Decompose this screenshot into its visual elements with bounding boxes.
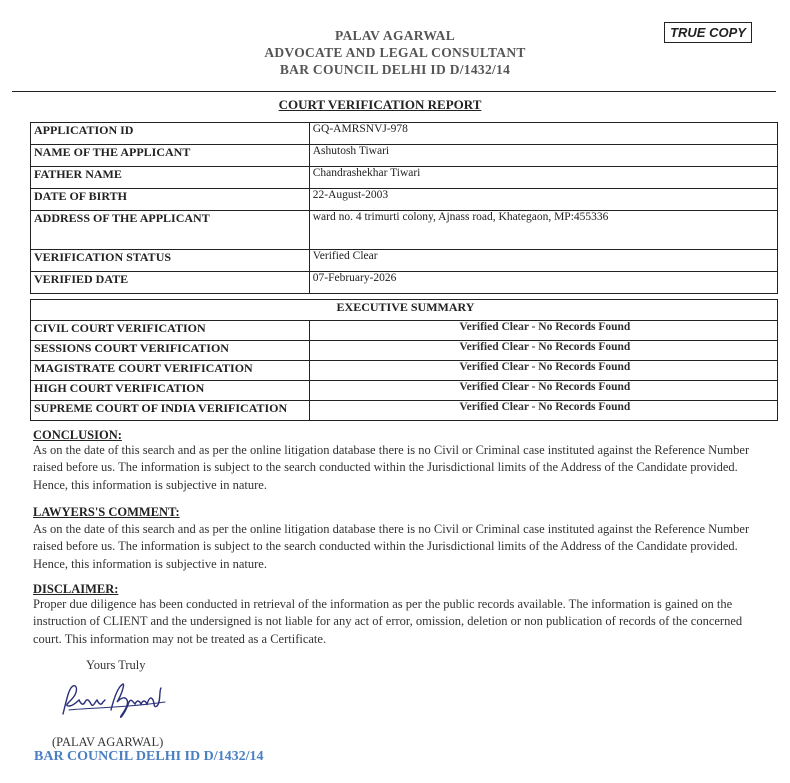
table-row <box>31 123 778 145</box>
lawyers-comment-heading: LAWYERS'S COMMENT: <box>33 505 180 519</box>
disclaimer-text: Proper due diligence has been conducted in retrieval of the information as per the public records available. The information is gained on the instruction of CLIENT and the undersigned is not liable for any act of error, omission, deletion or non publication of records of the concerned court. This information may not be treated as a Certificate. <box>33 597 743 646</box>
signatory-name: (PALAV AGARWAL) <box>52 735 164 749</box>
signatory-bar-id: BAR COUNCIL DELHI ID D/1432/14 <box>34 749 264 764</box>
row-label: MAGISTRATE COURT VERIFICATION <box>31 361 310 381</box>
table-row <box>31 211 778 250</box>
advocate-name: PALAV AGARWAL <box>334 28 456 43</box>
row-label: HIGH COURT VERIFICATION <box>31 381 310 401</box>
row-value: Verified Clear - No Records Found <box>309 361 777 381</box>
table-row <box>31 341 778 361</box>
row-label: ADDRESS OF THE APPLICANT <box>31 211 310 250</box>
conclusion-heading: CONCLUSION: <box>33 428 122 442</box>
row-label: SUPREME COURT OF INDIA VERIFICATION <box>31 401 310 421</box>
applicant-table <box>30 122 778 294</box>
table-row <box>31 381 778 401</box>
table-row <box>31 250 778 272</box>
table-row <box>31 145 778 167</box>
table-row <box>31 167 778 189</box>
signature-image <box>55 680 175 722</box>
lawyers-comment-text: As on the date of this search and as per the online litigation database there is no Civil or Criminal case instituted against the Reference Number raised before us. The information is subject to the search conducted within the Jurisdictional limits of the Address of the Candidate provided. Hence, this information is subjective in nature. <box>33 522 750 571</box>
row-label: CIVIL COURT VERIFICATION <box>31 321 310 341</box>
table-row <box>31 272 778 294</box>
disclaimer-heading: DISCLAIMER: <box>33 582 119 596</box>
row-value: GQ-AMRSNVJ-978 <box>309 123 777 145</box>
header-bar-id: BAR COUNCIL DELHI ID D/1432/14 <box>279 62 511 77</box>
table-row <box>31 189 778 211</box>
conclusion-text: As on the date of this search and as per the online litigation database there is no Civil or Criminal case instituted against the Reference Number raised before us. The information is subject to the search conducted within the Jurisdictional limits of the Address of the Candidate provided. Hence, this information is subjective in nature. <box>33 443 750 492</box>
row-value: Verified Clear - No Records Found <box>309 401 777 421</box>
row-value: Verified Clear - No Records Found <box>309 381 777 401</box>
row-value: ward no. 4 trimurti colony, Ajnass road, Khategaon, MP:455336 <box>309 211 777 250</box>
row-value: Verified Clear - No Records Found <box>309 321 777 341</box>
executive-summary-table <box>30 299 778 421</box>
table-row <box>31 401 778 421</box>
header-divider <box>12 91 776 92</box>
row-label: VERIFIED DATE <box>31 272 310 294</box>
true-copy-stamp: TRUE COPY <box>664 22 752 43</box>
report-title: COURT VERIFICATION REPORT <box>278 97 482 112</box>
row-label: FATHER NAME <box>31 167 310 189</box>
row-value: Verified Clear <box>309 250 777 272</box>
row-value: 22-August-2003 <box>309 189 777 211</box>
row-label: VERIFICATION STATUS <box>31 250 310 272</box>
table-row <box>31 300 778 321</box>
row-label: APPLICATION ID <box>31 123 310 145</box>
row-value: Verified Clear - No Records Found <box>309 341 777 361</box>
row-label: DATE OF BIRTH <box>31 189 310 211</box>
summary-title: EXECUTIVE SUMMARY <box>31 300 778 321</box>
closing-text: Yours Truly <box>86 658 146 672</box>
row-label: NAME OF THE APPLICANT <box>31 145 310 167</box>
row-value: Chandrashekhar Tiwari <box>309 167 777 189</box>
advocate-role: ADVOCATE AND LEGAL CONSULTANT <box>264 45 526 60</box>
row-value: Ashutosh Tiwari <box>309 145 777 167</box>
row-label: SESSIONS COURT VERIFICATION <box>31 341 310 361</box>
row-value: 07-February-2026 <box>309 272 777 294</box>
table-row <box>31 361 778 381</box>
table-row <box>31 321 778 341</box>
